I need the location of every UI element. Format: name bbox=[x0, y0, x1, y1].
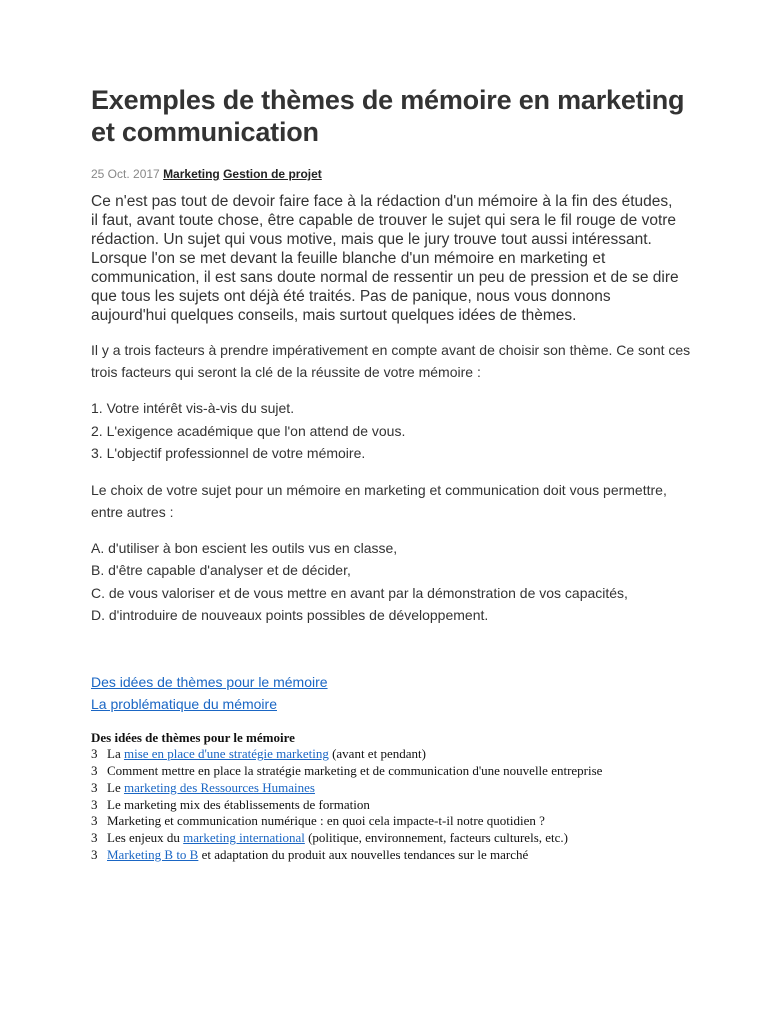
bullet-icon: 3 bbox=[91, 813, 98, 829]
option-item: A. d'utiliser à bon escient les outils vus en classe, bbox=[91, 539, 398, 556]
idea-text: Les enjeux du bbox=[107, 830, 184, 846]
article-date: 25 Oct. 2017 bbox=[91, 167, 160, 181]
article-meta bbox=[91, 166, 691, 182]
idea-item bbox=[91, 746, 651, 763]
toc-link-idees-de-themes[interactable]: Des idées de thèmes pour le mémoire bbox=[91, 673, 328, 690]
idea-link[interactable]: mise en place d'une stratégie marketing bbox=[123, 746, 329, 762]
options-list bbox=[91, 537, 691, 627]
ideas-list bbox=[91, 746, 651, 864]
ideas-heading: Des idées de thèmes pour le mémoire bbox=[91, 729, 295, 745]
idea-text: Le bbox=[107, 779, 124, 795]
idea-item bbox=[91, 847, 651, 864]
idea-text: (avant et pendant) bbox=[328, 746, 426, 762]
table-of-contents bbox=[91, 671, 691, 716]
toc-link-problematique[interactable]: La problématique du mémoire bbox=[91, 696, 277, 712]
bullet-icon: 3 bbox=[91, 746, 98, 762]
idea-item bbox=[91, 797, 651, 814]
idea-text: Le marketing mix des établissements de formation bbox=[107, 796, 370, 812]
idea-item bbox=[91, 763, 651, 780]
article-title: Exemples de thèmes de mémoire en marketing et communication bbox=[91, 85, 685, 147]
ideas-section bbox=[91, 730, 651, 864]
factors-list bbox=[91, 397, 691, 465]
option-item: D. d'introduire de nouveaux points possibles de développement. bbox=[91, 607, 489, 623]
factor-item: 2. L'exigence académique que l'on attend de vous. bbox=[91, 422, 406, 439]
idea-link[interactable]: Marketing B to B bbox=[107, 847, 199, 863]
idea-text: Comment mettre en place la stratégie marketing et de communication d'une nouvelle entreprise bbox=[107, 763, 603, 779]
idea-text: La bbox=[107, 746, 124, 762]
option-item: C. de vous valoriser et de vous mettre en avant par la démonstration de vos capacités, bbox=[91, 584, 628, 601]
category-link-gestion-de-projet[interactable]: Gestion de projet bbox=[223, 167, 322, 181]
idea-link[interactable]: marketing des Ressources Humaines bbox=[123, 779, 315, 795]
article bbox=[91, 84, 691, 864]
option-item: B. d'être capable d'analyser et de décider, bbox=[91, 562, 351, 578]
factor-item: 3. L'objectif professionnel de votre mémoire. bbox=[91, 445, 366, 461]
bullet-icon: 3 bbox=[91, 763, 98, 779]
choice-paragraph: Le choix de votre sujet pour un mémoire en marketing et communication doit vous permettre, entre autres : bbox=[91, 481, 667, 520]
idea-text: et adaptation du produit aux nouvelles tendances sur le marché bbox=[198, 847, 529, 863]
idea-item bbox=[91, 813, 651, 830]
idea-item bbox=[91, 780, 651, 797]
bullet-icon: 3 bbox=[91, 796, 98, 812]
bullet-icon: 3 bbox=[91, 779, 98, 795]
idea-item bbox=[91, 830, 651, 847]
idea-text: (politique, environnement, facteurs culturels, etc.) bbox=[304, 830, 568, 846]
idea-text: Marketing et communication numérique : en quoi cela impacte-t-il notre quotidien ? bbox=[107, 813, 545, 829]
category-link-marketing[interactable]: Marketing bbox=[163, 167, 220, 181]
intro-paragraph: Ce n'est pas tout de devoir faire face à la rédaction d'un mémoire à la fin des études, il faut, avant toute chose, être capable de trouver le sujet qui sera le fil rouge de votre rédaction. Un sujet qui vous motive, mais que le jury trouve tout aussi intéressant. Lorsque l'on se met devant la feuille blanche d'un mémoire en marketing et communication, il est sans doute normal de ressentir un peu de pression et de se dire que tous les sujets ont déjà été traités. Pas de panique, nous vous donnons aujourd'hui quelques conseils, mais surtout quelques idées de thèmes. bbox=[91, 193, 679, 324]
factors-intro-paragraph: Il y a trois facteurs à prendre impérativement en compte avant de choisir son thème. Ce sont ces trois facteurs qui seront la clé de la réussite de votre mémoire : bbox=[91, 342, 691, 380]
bullet-icon: 3 bbox=[91, 830, 98, 846]
factor-item: 1. Votre intérêt vis-à-vis du sujet. bbox=[91, 400, 295, 416]
bullet-icon: 3 bbox=[91, 847, 98, 863]
idea-link[interactable]: marketing international bbox=[183, 830, 305, 846]
